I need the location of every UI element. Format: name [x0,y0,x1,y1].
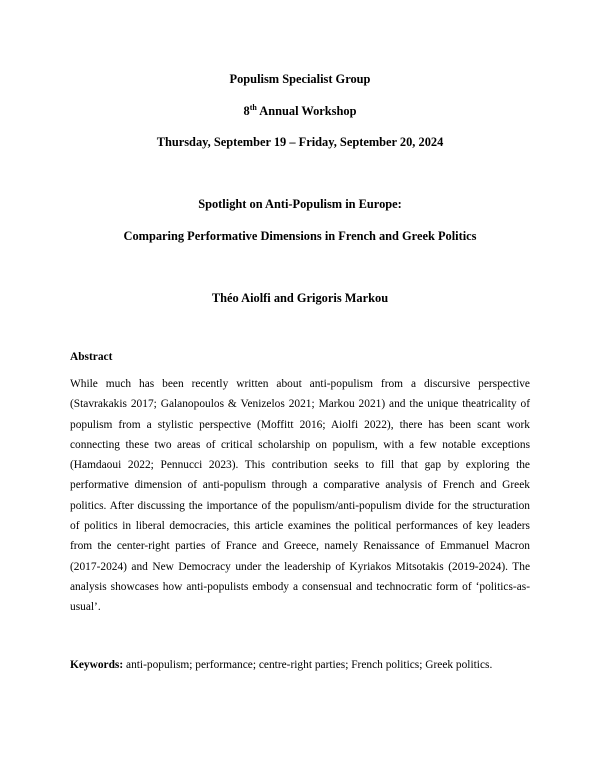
abstract-heading: Abstract [70,351,113,363]
group-name: Populism Specialist Group [229,72,371,86]
workshop-ordinal-suffix: th [249,103,257,112]
workshop-name: Annual Workshop [259,104,357,118]
keywords-line [70,657,530,673]
paper-title-line1: Spotlight on Anti-Populism in Europe: [198,197,402,211]
abstract-body: While much has been recently written about anti-populism from a discursive perspective (Stavrakakis 2017; Galanopoulos & Venizelos 2021; Markou 2021) and the unique theatricality of populism from a stylistic perspective (Moffitt 2016; Aiolfi 2022), there has been scant work connecting these two areas of critical scholarship on populism, with a few notable exceptions (Hamdaoui 2022; Pennucci 2023). This contribution seeks to fill that gap by exploring the performative dimension of anti-populism through a comparative analysis of French and Greek politics. After discussing the importance of the populism/anti-populism divide for the structuration of politics in liberal democracies, this article examines the political performances of key leaders from the center-right parties of France and Greece, namely Renaissance of Emmanuel Macron (2017-2024) and New Democracy under the leadership of Kyriakos Mitsotakis (2019-2024). The analysis showcases how anti-populists embody a consensual and technocratic form of ‘politics-as-usual’. [70,378,530,614]
paper-authors: Théo Aiolfi and Grigoris Markou [211,291,389,305]
paper-title-line2: Comparing Performative Dimensions in French and Greek Politics [123,229,477,243]
workshop-line [0,103,600,119]
workshop-dates: Thursday, September 19 – Friday, September 20, 2024 [156,135,444,149]
keywords-label: Keywords: [70,659,124,671]
workshop-ordinal: 8 [243,104,250,118]
keywords-text: anti-populism; performance; centre-right parties; French politics; Greek politics. [126,659,493,671]
